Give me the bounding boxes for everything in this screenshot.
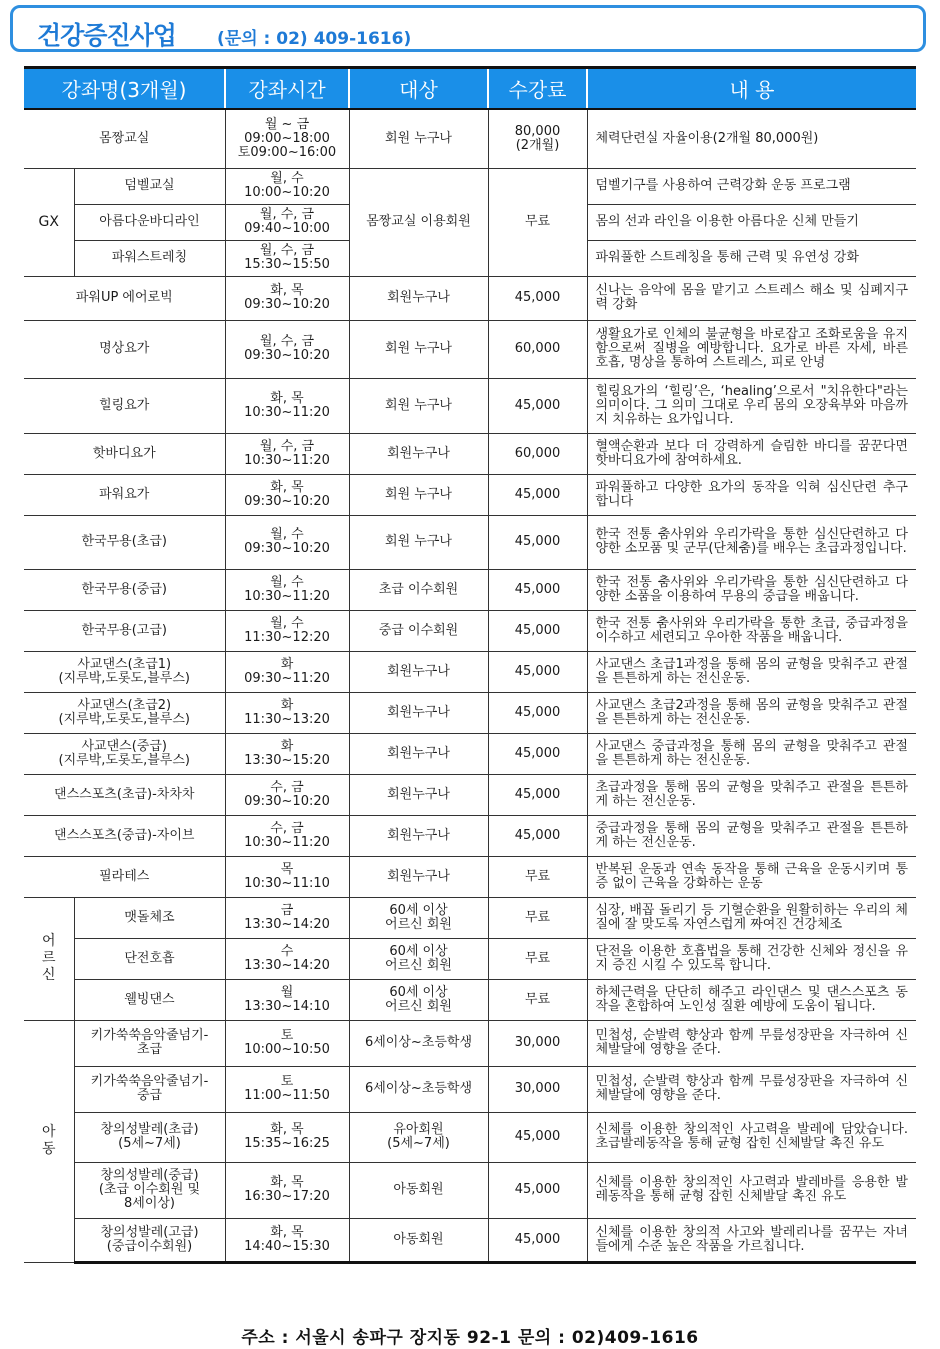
course-name <box>74 1218 225 1262</box>
time-hours: 09:30~11:20 <box>244 670 330 686</box>
course-fee: 45,000 <box>488 569 587 610</box>
course-name: 단전호흡 <box>74 938 225 979</box>
course-desc: 덤벨기구를 사용하여 근력강화 운동 프로그램 <box>587 168 916 204</box>
time-days: 화, 목 <box>270 479 304 495</box>
course-target: 몸짱교실 이용회원 <box>349 168 488 276</box>
course-target: 회원 누구나 <box>349 109 488 168</box>
course-desc: 중급과정을 통해 몸의 균형을 맞춰주고 관절을 튼튼하게 하는 전신운동. <box>587 815 916 856</box>
course-target: 회원 누구나 <box>349 378 488 433</box>
time-hours: 13:30~14:20 <box>244 957 330 973</box>
course-target: 초급 이수회원 <box>349 569 488 610</box>
time-hours: 11:30~12:20 <box>244 629 330 645</box>
course-fee: 45,000 <box>488 815 587 856</box>
time-days: 화, 목 <box>270 390 304 406</box>
table-row <box>24 610 916 651</box>
table-row <box>24 320 916 378</box>
course-name: 한국무용(초급) <box>24 515 225 569</box>
course-name: 한국무용(고급) <box>24 610 225 651</box>
course-name: 웰빙댄스 <box>74 979 225 1020</box>
time-hours: 09:00~18:00 <box>244 130 330 146</box>
time-hours: 15:30~15:50 <box>244 257 330 272</box>
course-fee: 45,000 <box>488 1218 587 1262</box>
table-row <box>24 1020 916 1066</box>
course-name <box>74 1066 225 1112</box>
course-time <box>225 774 349 815</box>
time-hours: 13:30~15:20 <box>244 752 330 768</box>
course-fee: 무료 <box>488 979 587 1020</box>
course-desc: 한국 전통 춤사위와 우리가락을 통한 초급, 중급과정을 이수하고 세련되고 우아한 작품을 배웁니다. <box>587 610 916 651</box>
course-desc: 민첩성, 순발력 향상과 함께 무릎성장판을 자극하여 신체발달에 영향을 준다. <box>587 1066 916 1112</box>
name-line1: 창의성발레(초급) <box>100 1122 199 1137</box>
course-fee: 무료 <box>488 168 587 276</box>
course-time <box>225 733 349 774</box>
course-fee: 45,000 <box>488 276 587 320</box>
time-days: 화, 목 <box>270 1224 304 1240</box>
course-desc: 반복된 운동과 연속 동작을 통해 근육을 운동시키며 통증 없이 근육을 강화하는 운동 <box>587 856 916 897</box>
time-hours: 09:30~10:20 <box>244 348 330 363</box>
course-target: 회원누구나 <box>349 856 488 897</box>
time-hours: 14:40~15:30 <box>244 1238 330 1254</box>
program-table-wrapper <box>24 66 916 1264</box>
page-title: 건강증진사업 <box>37 21 176 50</box>
course-target: 회원 누구나 <box>349 474 488 515</box>
table-row <box>24 168 916 204</box>
course-target <box>349 1218 488 1262</box>
time-days: 화, 목 <box>270 1175 304 1190</box>
time-days: 금 <box>280 902 294 918</box>
name-line3: 8세이상) <box>123 1196 176 1211</box>
course-name: 힐링요가 <box>24 378 225 433</box>
course-desc: 한국 전통 춤사위와 우리가락을 통한 심신단련하고 다양한 소품을 이용하여 무용의 중급을 배웁니다. <box>587 569 916 610</box>
time-days: 월, 수 <box>270 615 304 631</box>
target-line2: 어르신 회원 <box>385 916 452 932</box>
course-fee: 60,000 <box>488 320 587 378</box>
header-course-name: 강좌명(3개월) <box>24 68 225 110</box>
course-desc: 한국 전통 춤사위와 우리가락을 통한 심신단련하고 다양한 소모품 및 군무(단체춤)를 배우는 초급과정입니다. <box>587 515 916 569</box>
course-time <box>225 938 349 979</box>
course-desc: 몸의 선과 라인을 이용한 아름다운 신체 만들기 <box>587 204 916 240</box>
course-name <box>74 1112 225 1162</box>
time-hours: 10:30~11:20 <box>244 834 330 850</box>
name-line1: 키가쑥쑥음악줄넘기- <box>90 1028 209 1043</box>
time-hours: 11:00~11:50 <box>244 1088 330 1103</box>
header-time: 강좌시간 <box>225 68 349 110</box>
target-line2: 어르신 회원 <box>385 957 452 973</box>
course-desc: 사교댄스 중급과정을 통해 몸의 균형을 맞춰주고 관절을 튼튼하게 하는 전신운동. <box>587 733 916 774</box>
course-desc: 신나는 음악에 몸을 맡기고 스트레스 해소 및 심폐지구력 강화 <box>587 276 916 320</box>
course-time <box>225 651 349 692</box>
time-days: 토 <box>280 1028 294 1043</box>
course-fee: 30,000 <box>488 1020 587 1066</box>
course-time <box>225 515 349 569</box>
course-target: 회원누구나 <box>349 692 488 733</box>
name-line1: 키가쑥쑥음악줄넘기- <box>90 1074 209 1089</box>
target-line1: 60세 이상 <box>389 943 448 959</box>
group-label: 어르신 <box>41 933 56 983</box>
table-row <box>24 815 916 856</box>
time-hours: 10:30~11:20 <box>244 588 330 604</box>
time-hours-sat: 토09:00~16:00 <box>237 144 337 160</box>
course-desc: 혈액순환과 보다 더 강력하게 슬림한 바디를 꿈꾼다면 핫바디요가에 참여하세요. <box>587 433 916 474</box>
course-time <box>225 610 349 651</box>
name-line1: 사교댄스(중급) <box>81 738 167 754</box>
time-days: 화 <box>280 697 294 713</box>
course-time <box>225 897 349 938</box>
course-fee: 45,000 <box>488 610 587 651</box>
course-name: 명상요가 <box>24 320 225 378</box>
time-days: 수, 금 <box>270 779 304 795</box>
course-name <box>24 692 225 733</box>
time-days: 월, 수, 금 <box>259 243 315 258</box>
fee-period: (2개월) <box>515 137 560 153</box>
target-line1: 60세 이상 <box>389 984 448 1000</box>
course-target <box>349 938 488 979</box>
course-name <box>74 1162 225 1218</box>
course-fee: 45,000 <box>488 733 587 774</box>
time-days: 월, 수 <box>270 574 304 590</box>
time-hours: 10:00~10:20 <box>244 185 330 200</box>
name-line2: (지루박,도롯도,블루스) <box>58 711 190 727</box>
table-row <box>24 733 916 774</box>
footer-address: 주소 : 서울시 송파구 장지동 92-1 문의 : 02)409-1616 <box>241 1328 699 1348</box>
target-line1: 6세이상~초등학생 <box>364 1035 473 1050</box>
course-time <box>225 1218 349 1262</box>
time-hours: 13:30~14:20 <box>244 916 330 932</box>
course-target <box>349 897 488 938</box>
target-line2: 어르신 회원 <box>385 998 452 1014</box>
course-time <box>225 240 349 276</box>
course-fee: 무료 <box>488 897 587 938</box>
course-time <box>225 569 349 610</box>
table-row <box>24 897 916 938</box>
table-row <box>24 979 916 1020</box>
name-line1: 사교댄스(초급2) <box>77 697 172 713</box>
group-child <box>24 1020 74 1262</box>
course-time <box>225 815 349 856</box>
table-row <box>24 378 916 433</box>
time-days: 화 <box>280 656 294 672</box>
time-hours: 15:35~16:25 <box>244 1136 330 1151</box>
table-row <box>24 1066 916 1112</box>
name-line2: 초급 <box>136 1042 163 1057</box>
course-name: 한국무용(중급) <box>24 569 225 610</box>
name-line2: (중급이수회원) <box>106 1238 193 1254</box>
time-hours: 09:30~10:20 <box>244 541 330 556</box>
course-fee: 45,000 <box>488 378 587 433</box>
table-row <box>24 774 916 815</box>
time-days: 화, 목 <box>270 1122 304 1137</box>
course-fee: 45,000 <box>488 651 587 692</box>
course-fee <box>488 109 587 168</box>
name-line2: (지루박,도롯도,블루스) <box>58 752 190 768</box>
name-line1: 사교댄스(초급1) <box>77 656 172 672</box>
course-desc: 단전을 이용한 호흡법을 통해 건강한 신체와 정신을 유지 증진 시킬 수 있도록 합니다. <box>587 938 916 979</box>
time-hours: 10:30~11:20 <box>244 452 330 468</box>
course-target <box>349 1162 488 1218</box>
time-hours: 09:30~10:20 <box>244 297 330 312</box>
course-time <box>225 1020 349 1066</box>
course-target <box>349 979 488 1020</box>
table-row <box>24 276 916 320</box>
course-desc: 심장, 배꼽 돌리기 등 기혈순환을 원활히하는 우리의 체질에 잘 맞도록 자연스럽게 짜여진 건강체조 <box>587 897 916 938</box>
course-fee: 무료 <box>488 938 587 979</box>
target-line2: (5세~7세) <box>387 1136 450 1151</box>
course-name <box>74 1020 225 1066</box>
course-fee: 30,000 <box>488 1066 587 1112</box>
course-name: 핫바디요가 <box>24 433 225 474</box>
time-days: 월, 수, 금 <box>259 207 315 222</box>
time-days: 월, 수, 금 <box>259 334 315 349</box>
time-days: 수 <box>280 943 294 959</box>
course-name: 아름다운바디라인 <box>74 204 225 240</box>
course-desc: 사교댄스 초급2과정을 통해 몸의 균형을 맞춰주고 관절을 튼튼하게 하는 전신운동. <box>587 692 916 733</box>
course-name: 덤벨교실 <box>74 168 225 204</box>
course-desc: 신체를 이용한 창의적인 사고력과 발레바를 응용한 발레동작을 통해 균형 잡힌 신체발달 촉진 유도 <box>587 1162 916 1218</box>
name-line2: (초급 이수회원 및 <box>98 1182 201 1197</box>
name-line2: 중급 <box>136 1088 163 1103</box>
course-name: 파워UP 에어로빅 <box>24 276 225 320</box>
time-days: 월 <box>280 984 294 1000</box>
course-time <box>225 692 349 733</box>
course-fee: 45,000 <box>488 515 587 569</box>
course-time <box>225 979 349 1020</box>
table-row <box>24 515 916 569</box>
table-row <box>24 433 916 474</box>
course-time <box>225 856 349 897</box>
time-hours: 10:00~10:50 <box>244 1042 330 1057</box>
time-days: 월, 수 <box>270 527 304 542</box>
table-row <box>24 938 916 979</box>
course-desc: 체력단련실 자율이용(2개월 80,000원) <box>587 109 916 168</box>
table-row <box>24 474 916 515</box>
table-row <box>24 569 916 610</box>
title-box <box>10 5 926 52</box>
course-desc: 사교댄스 초급1과정을 통해 몸의 균형을 맞춰주고 관절을 튼튼하게 하는 전신운동. <box>587 651 916 692</box>
time-hours: 13:30~14:10 <box>244 998 330 1014</box>
course-desc: 민첩성, 순발력 향상과 함께 무릎성장판을 자극하여 신체발달에 영향을 준다. <box>587 1020 916 1066</box>
table-row <box>24 856 916 897</box>
time-days: 화 <box>280 738 294 754</box>
course-desc: 파워풀하고 다양한 요가의 동작을 익혀 심신단련 추구합니다 <box>587 474 916 515</box>
course-name <box>24 733 225 774</box>
header-content: 내 용 <box>587 68 916 110</box>
course-desc: 생활요가로 인체의 불균형을 바로잡고 조화로움을 유지함으로써 질병을 예방합니다. 요가로 바른 자세, 바른 호흡, 명상을 통하여 스트레스, 피로 안녕 <box>587 320 916 378</box>
name-line1: 창의성발레(고급) <box>100 1224 199 1240</box>
header-target: 대상 <box>349 68 488 110</box>
course-target: 회원누구나 <box>349 433 488 474</box>
course-time <box>225 276 349 320</box>
group-label: 아동 <box>41 1124 56 1157</box>
table-header-row <box>24 68 916 110</box>
time-days: 화, 목 <box>270 283 304 298</box>
table-row <box>24 692 916 733</box>
course-name: 맷돌체조 <box>74 897 225 938</box>
course-time <box>225 320 349 378</box>
course-name <box>24 651 225 692</box>
name-line1: 창의성발레(중급) <box>100 1168 199 1183</box>
course-target: 회원누구나 <box>349 774 488 815</box>
course-desc: 초급과정을 통해 몸의 균형을 맞춰주고 관절을 튼튼하게 하는 전신운동. <box>587 774 916 815</box>
course-time <box>225 378 349 433</box>
course-time <box>225 109 349 168</box>
course-fee: 45,000 <box>488 692 587 733</box>
time-hours: 16:30~17:20 <box>244 1189 330 1204</box>
time-hours: 11:30~13:20 <box>244 711 330 727</box>
course-name: 댄스스포츠(중급)-자이브 <box>24 815 225 856</box>
time-hours: 09:40~10:00 <box>244 221 330 236</box>
time-days: 수, 금 <box>270 820 304 836</box>
group-senior <box>24 897 74 1020</box>
course-target: 회원누구나 <box>349 815 488 856</box>
course-target: 회원누구나 <box>349 733 488 774</box>
fee-amount: 80,000 <box>514 123 561 139</box>
course-target: 회원 누구나 <box>349 320 488 378</box>
course-time <box>225 1066 349 1112</box>
course-time <box>225 168 349 204</box>
time-days: 월 ~ 금 <box>264 116 310 132</box>
time-days: 토 <box>280 1074 294 1089</box>
time-hours: 10:30~11:10 <box>244 875 330 891</box>
table-row <box>24 1112 916 1162</box>
course-fee: 45,000 <box>488 1112 587 1162</box>
course-target: 회원누구나 <box>349 276 488 320</box>
course-fee: 45,000 <box>488 1162 587 1218</box>
course-target <box>349 1066 488 1112</box>
course-desc: 신체를 이용한 창의적 사고와 발레리나를 꿈꾸는 자녀들에게 수준 높은 작품을 가르칩니다. <box>587 1218 916 1262</box>
course-target <box>349 1020 488 1066</box>
table-row <box>24 1218 916 1262</box>
course-name: 파워요가 <box>24 474 225 515</box>
table-row <box>24 1162 916 1218</box>
course-fee: 45,000 <box>488 774 587 815</box>
name-line2: (지루박,도롯도,블루스) <box>58 670 190 686</box>
course-time <box>225 433 349 474</box>
time-hours: 10:30~11:20 <box>244 404 330 420</box>
table-row <box>24 651 916 692</box>
course-fee: 무료 <box>488 856 587 897</box>
course-time <box>225 204 349 240</box>
group-gx: GX <box>24 168 74 276</box>
course-time <box>225 1112 349 1162</box>
course-desc: 하체근력을 단단히 해주고 라인댄스 및 댄스스포츠 동작을 혼합하여 노인성 질환 예방에 도움이 됩니다. <box>587 979 916 1020</box>
target-line1: 6세이상~초등학생 <box>364 1081 473 1096</box>
course-target <box>349 1112 488 1162</box>
course-name: 몸짱교실 <box>24 109 225 168</box>
contact-subtitle: (문의 : 02) 409-1616) <box>217 29 412 49</box>
time-hours: 09:30~10:20 <box>244 493 330 509</box>
course-fee: 60,000 <box>488 433 587 474</box>
course-time <box>225 1162 349 1218</box>
course-target: 중급 이수회원 <box>349 610 488 651</box>
program-table <box>24 66 916 1264</box>
course-target: 회원 누구나 <box>349 515 488 569</box>
time-days: 월, 수 <box>270 171 304 186</box>
target-line1: 아동회원 <box>393 1231 444 1247</box>
time-days: 목 <box>280 861 294 877</box>
course-name: 댄스스포츠(초급)-차차차 <box>24 774 225 815</box>
course-name: 파워스트레칭 <box>74 240 225 276</box>
course-time <box>225 474 349 515</box>
course-desc: 힐링요가의 ‘힐링’은, ‘healing’으로서 "치유한다"라는 의미이다. 그 의미 그대로 우리 몸의 오장육부와 마음까지 치유하는 요가입니다. <box>587 378 916 433</box>
time-days: 월, 수, 금 <box>259 438 315 454</box>
course-fee: 45,000 <box>488 474 587 515</box>
course-desc: 신체를 이용한 창의적인 사고력을 발레에 담았습니다. 초급발레동작을 통해 균형 잡힌 신체발달 촉진 유도 <box>587 1112 916 1162</box>
header-fee: 수강료 <box>488 68 587 110</box>
target-line1: 아동회원 <box>393 1182 444 1197</box>
time-hours: 09:30~10:20 <box>244 793 330 809</box>
table-row <box>24 109 916 168</box>
course-target: 회원누구나 <box>349 651 488 692</box>
course-name: 필라테스 <box>24 856 225 897</box>
name-line2: (5세~7세) <box>118 1136 181 1151</box>
course-desc: 파워풀한 스트레칭을 통해 근력 및 유연성 강화 <box>587 240 916 276</box>
target-line1: 60세 이상 <box>389 902 448 918</box>
target-line1: 유아회원 <box>393 1122 444 1137</box>
